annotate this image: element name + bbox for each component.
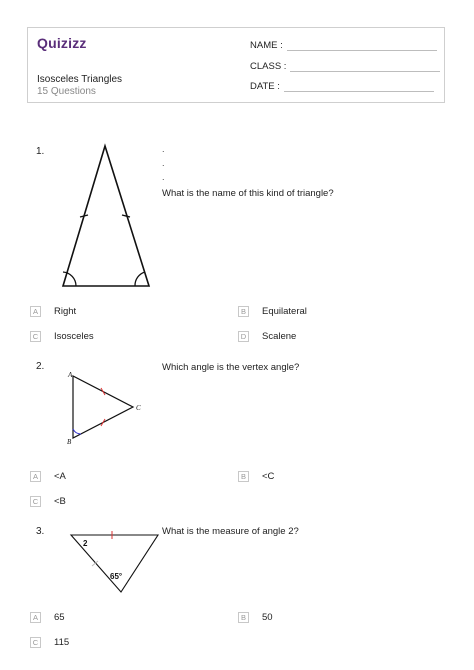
option-c[interactable] (30, 496, 66, 507)
option-label: <B (54, 496, 66, 507)
option-label: Equilateral (262, 306, 307, 317)
vertex-label-b: B (67, 438, 72, 446)
question-text: Which angle is the vertex angle? (162, 362, 300, 373)
option-label: Right (54, 306, 77, 317)
question-text: What is the measure of angle 2? (162, 526, 299, 537)
option-d[interactable] (238, 331, 296, 342)
angle-label-2: 2 (83, 539, 88, 548)
option-c[interactable] (30, 331, 94, 342)
angle-label-65: 65° (110, 572, 123, 581)
worksheet-title: Isosceles Triangles (37, 74, 123, 85)
angle-measure-triangle-figure (66, 526, 166, 598)
date-field[interactable]: DATE : (250, 81, 434, 92)
option-b[interactable] (238, 471, 274, 482)
quizizz-logo: Quizizz (37, 35, 87, 51)
option-a[interactable] (30, 471, 66, 482)
vertex-angle-triangle-figure (62, 366, 174, 446)
dot-mark: . (162, 144, 165, 154)
dot-mark: . (162, 172, 165, 182)
option-label: <C (262, 471, 275, 482)
question-number: 2. (36, 361, 45, 372)
isosceles-triangle-figure (55, 140, 155, 290)
question-number: 1. (36, 146, 45, 157)
vertex-label-a: A (68, 371, 73, 379)
question-count: 15 Questions (37, 86, 96, 97)
worksheet-header (27, 27, 445, 103)
dot-mark: . (162, 158, 165, 168)
option-letter: C (30, 331, 41, 342)
vertex-label-c: C (136, 404, 141, 412)
option-letter: D (238, 331, 249, 342)
option-b[interactable] (238, 306, 307, 317)
option-label: 65 (54, 612, 65, 623)
option-c[interactable] (30, 637, 69, 648)
option-a[interactable] (30, 306, 76, 317)
option-label: Scalene (262, 331, 297, 342)
option-b[interactable] (238, 612, 273, 623)
option-letter: C (30, 496, 41, 507)
option-letter: B (238, 306, 249, 317)
option-label: Isosceles (54, 331, 94, 342)
option-letter: A (30, 612, 41, 623)
option-a[interactable] (30, 612, 65, 623)
option-letter: A (30, 306, 41, 317)
question-text: What is the name of this kind of triangle? (162, 188, 334, 199)
option-letter: C (30, 637, 41, 648)
name-field[interactable]: NAME : (250, 40, 437, 51)
option-label: 50 (262, 612, 273, 623)
option-letter: A (30, 471, 41, 482)
option-letter: B (238, 471, 249, 482)
question-number: 3. (36, 526, 45, 537)
option-label: 115 (54, 637, 70, 648)
option-letter: B (238, 612, 249, 623)
class-field[interactable]: CLASS : (250, 61, 440, 72)
option-label: <A (54, 471, 66, 482)
